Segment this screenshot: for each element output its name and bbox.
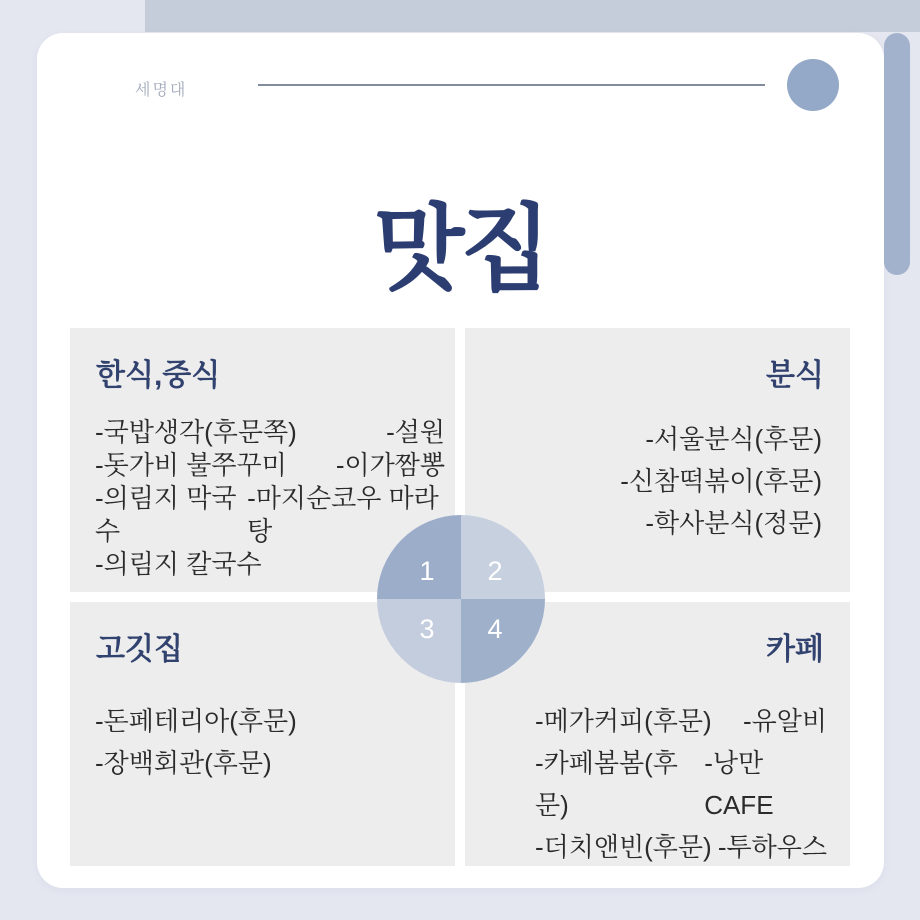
badge-quadrant-3: 3 [377,599,461,683]
restaurant-row [465,742,850,826]
top-band-decoration [145,0,920,32]
header-circle-icon [787,59,839,111]
restaurant-item: -더치앤빈(후문) [535,832,712,862]
slide-card [37,33,884,888]
restaurant-item: -의림지 칼국수 [95,549,262,579]
page-title: 맛집 [373,196,548,301]
restaurant-item: -투하우스 [717,832,827,862]
section-title: 고깃집 [96,633,183,666]
right-bar-decoration [884,33,910,275]
badge-quadrant-2: 2 [461,515,545,599]
restaurant-list [70,700,455,784]
restaurant-row [70,482,455,548]
section-title: 분식 [766,359,824,392]
section-title: 한식,중식 [96,359,221,392]
quadrant-number-badge [377,515,545,683]
restaurant-row [465,826,850,868]
restaurant-item: -돈페테리아(후문) [95,706,297,736]
restaurant-item: -이가짬뽕 [335,450,445,480]
restaurant-row [70,449,455,482]
restaurant-list [465,418,850,544]
restaurant-item: -낭만CAFE [704,748,774,820]
restaurant-item: -의림지 막국수 [95,483,237,546]
restaurant-item: -학사분식(정문) [645,508,822,538]
restaurant-row [70,416,455,449]
restaurant-item: -유알비 [742,706,827,736]
restaurant-item: -서울분식(후문) [645,424,822,454]
restaurant-item: -마지순코우 마라탕 [247,483,439,546]
badge-quadrant-4: 4 [461,599,545,683]
restaurant-item: -설원 [386,417,445,447]
badge-quadrant-1: 1 [377,515,461,599]
restaurant-item: -메가커피(후문) [535,706,712,736]
restaurant-item: -돗가비 불쭈꾸미 [95,450,287,480]
header-divider-line [258,84,765,86]
restaurant-row [465,700,850,742]
restaurant-item: -장백회관(후문) [95,748,272,778]
section-title: 카페 [766,633,824,666]
restaurant-item: -카페봄봄(후문) [535,748,678,820]
restaurant-item: -신참떡볶이(후문) [620,466,822,496]
brand-label: 세명대 [135,82,188,99]
restaurant-item: -국밥생각(후문쪽) [95,417,297,447]
restaurant-list [465,700,850,868]
